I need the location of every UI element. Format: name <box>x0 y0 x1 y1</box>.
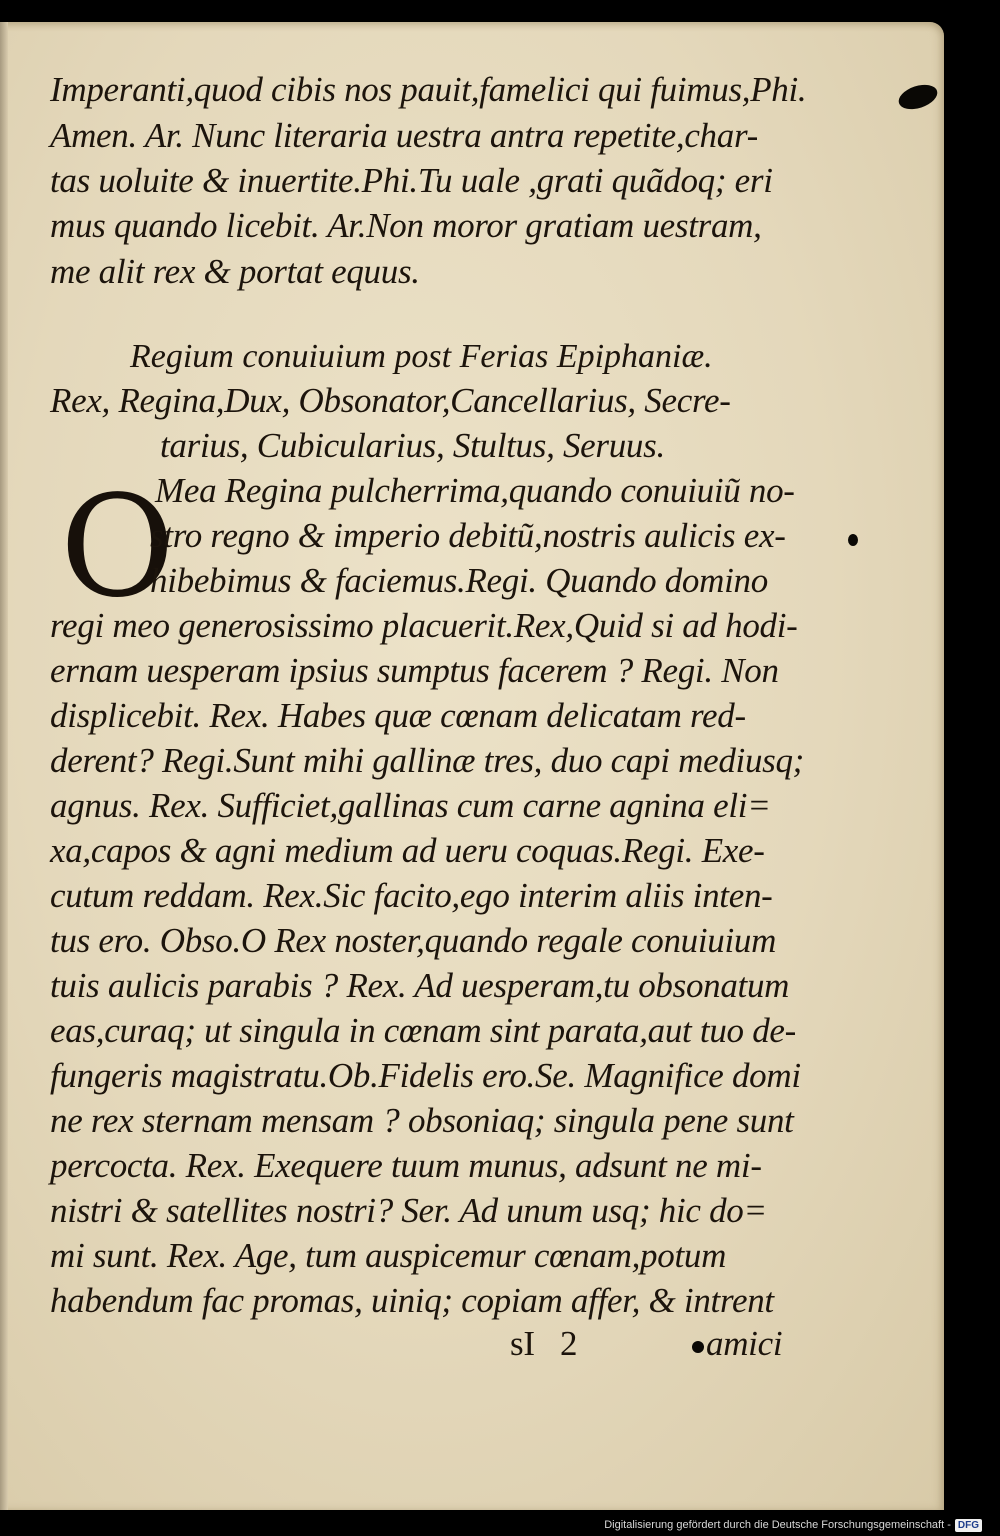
text-line: Imperanti,quod cibis nos pauit,famelici qui fuimus,Phi. <box>50 70 807 109</box>
digitization-credit <box>604 1519 982 1532</box>
text-line: tas uoluite & inuertite.Phi.Tu uale ,grati quãdoq; eri <box>50 161 773 200</box>
text-line: agnus. Rex. Sufficiet,gallinas cum carne agnina eli= <box>50 786 771 825</box>
catchword <box>692 1326 782 1361</box>
text-line: fungeris magistratu.Ob.Fidelis ero.Se. Magnifice domi <box>50 1056 801 1095</box>
dfg-logo: DFG <box>955 1519 982 1532</box>
catchword-text: amici <box>706 1324 783 1363</box>
signature-mark: sI 2 <box>510 1324 578 1363</box>
text-line: Mea Regina pulcherrima,quando conuiuiũ no- <box>155 471 795 510</box>
text-line: tuis aulicis parabis ? Rex. Ad uesperam,tu obsonatum <box>50 966 790 1005</box>
text-line: me alit rex & portat equus. <box>50 252 420 291</box>
text-line: cutum reddam. Rex.Sic facito,ego interim aliis inten- <box>50 876 773 915</box>
text-line: tus ero. Obso.O Rex noster,quando regale conuiuium <box>50 921 777 960</box>
credit-text: Digitalisierung gefördert durch die Deutsche Forschungsgemeinschaft - <box>604 1519 951 1531</box>
text-line: hibebimus & faciemus.Regi. Quando domino <box>150 561 768 600</box>
text-line: derent? Regi.Sunt mihi gallinæ tres, duo capi mediusq; <box>50 741 805 780</box>
text-line: nistri & satellites nostri? Ser. Ad unum usq; hic do= <box>50 1191 767 1230</box>
text-line: percocta. Rex. Exequere tuum munus, adsunt ne mi- <box>50 1146 762 1185</box>
text-line: stro regno & imperio debitũ,nostris aulicis ex- <box>150 516 786 555</box>
text-line: mus quando licebit. Ar.Non moror gratiam uestram, <box>50 206 762 245</box>
catchword-dot <box>692 1341 704 1353</box>
drop-initial-letter: O <box>60 466 175 629</box>
page-gutter-edge <box>0 22 8 1510</box>
personae-line: tarius, Cubicularius, Stultus, Seruus. <box>160 426 665 465</box>
ink-dot-mark <box>848 534 858 546</box>
text-line: ne rex sternam mensam ? obsoniaq; singula pene sunt <box>50 1101 794 1140</box>
personae-line: Rex, Regina,Dux, Obsonator,Cancellarius, Secre- <box>50 381 731 420</box>
text-line: xa,capos & agni medium ad ueru coquas.Regi. Exe- <box>50 831 765 870</box>
text-line: regi meo generosissimo placuerit.Rex,Quid si ad hodi- <box>50 606 798 645</box>
text-line: eas,curaq; ut singula in cœnam sint parata,aut tuo de- <box>50 1011 796 1050</box>
text-line: mi sunt. Rex. Age, tum auspicemur cœnam,potum <box>50 1236 727 1275</box>
text-line: Amen. Ar. Nunc literaria uestra antra repetite,char- <box>50 116 758 155</box>
section-heading: Regium conuiuium post Ferias Epiphaniæ. <box>130 338 713 375</box>
text-line: ernam uesperam ipsius sumptus facerem ? Regi. Non <box>50 651 779 690</box>
text-line: displicebit. Rex. Habes quæ cœnam delicatam red- <box>50 696 746 735</box>
text-line: habendum fac promas, uiniq; copiam affer, & intrent <box>50 1281 774 1320</box>
